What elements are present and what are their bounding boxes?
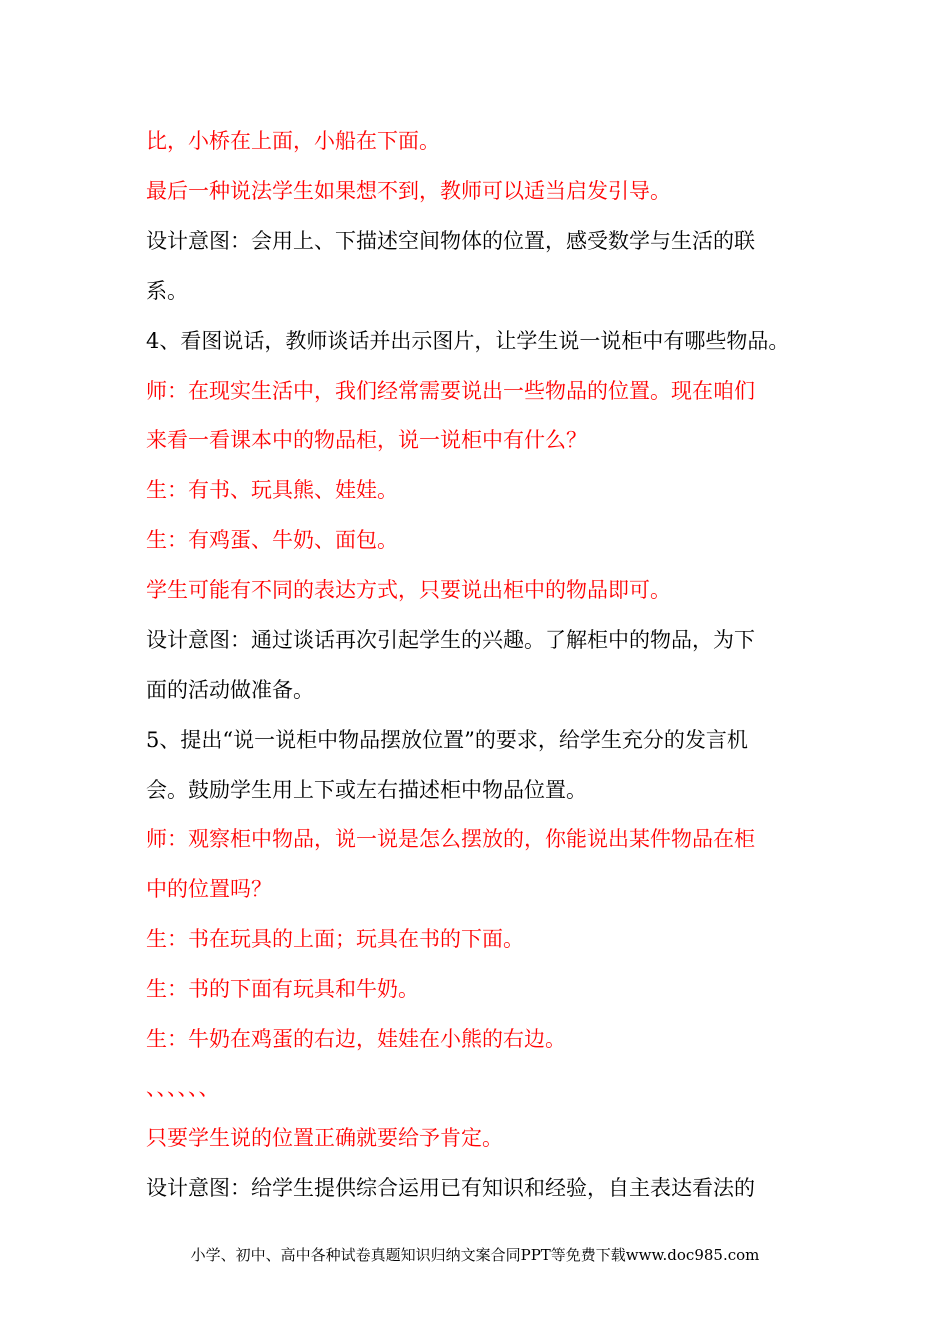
text-line: 生：有鸡蛋、牛奶、面包。 bbox=[146, 528, 398, 552]
text-line: 会。鼓励学生用上下或左右描述柜中物品位置。 bbox=[146, 778, 587, 802]
text-line: 面的活动做准备。 bbox=[146, 678, 314, 702]
text-line: 学生可能有不同的表达方式，只要说出柜中的物品即可。 bbox=[146, 578, 671, 602]
text-line: 5、提出“说一说柜中物品摆放位置”的要求，给学生充分的发言机 bbox=[146, 728, 748, 752]
text-line: 生：书的下面有玩具和牛奶。 bbox=[146, 977, 419, 1001]
text-line: 设计意图：会用上、下描述空间物体的位置，感受数学与生活的联 bbox=[146, 229, 755, 253]
text-line: 生：书在玩具的上面；玩具在书的下面。 bbox=[146, 927, 524, 951]
text-line: 师：在现实生活中，我们经常需要说出一些物品的位置。现在咱们 bbox=[146, 379, 755, 403]
text-line: 来看一看课本中的物品柜，说一说柜中有什么？ bbox=[146, 428, 587, 452]
text-line: 设计意图：通过谈话再次引起学生的兴趣。了解柜中的物品，为下 bbox=[146, 628, 755, 652]
text-line: 师：观察柜中物品，说一说是怎么摆放的，你能说出某件物品在柜 bbox=[146, 827, 755, 851]
text-line: 只要学生说的位置正确就要给予肯定。 bbox=[146, 1126, 503, 1150]
text-line: 设计意图：给学生提供综合运用已有知识和经验，自主表达看法的 bbox=[146, 1176, 755, 1200]
text-line: 生：有书、玩具熊、娃娃。 bbox=[146, 478, 398, 502]
page-footer: 小学、初中、高中各种试卷真题知识归纳文案合同PPT等免费下载www.doc985.com bbox=[190, 1246, 760, 1264]
text-line: 、、、、、、 bbox=[146, 1076, 220, 1100]
text-line: 比，小桥在上面，小船在下面。 bbox=[146, 129, 440, 153]
text-line: 生：牛奶在鸡蛋的右边，娃娃在小熊的右边。 bbox=[146, 1027, 566, 1051]
text-line: 最后一种说法学生如果想不到，教师可以适当启发引导。 bbox=[146, 179, 671, 203]
text-line: 4、看图说话，教师谈话并出示图片，让学生说一说柜中有哪些物品。 bbox=[146, 329, 790, 353]
text-line: 系。 bbox=[146, 279, 188, 303]
text-line: 中的位置吗？ bbox=[146, 877, 272, 901]
